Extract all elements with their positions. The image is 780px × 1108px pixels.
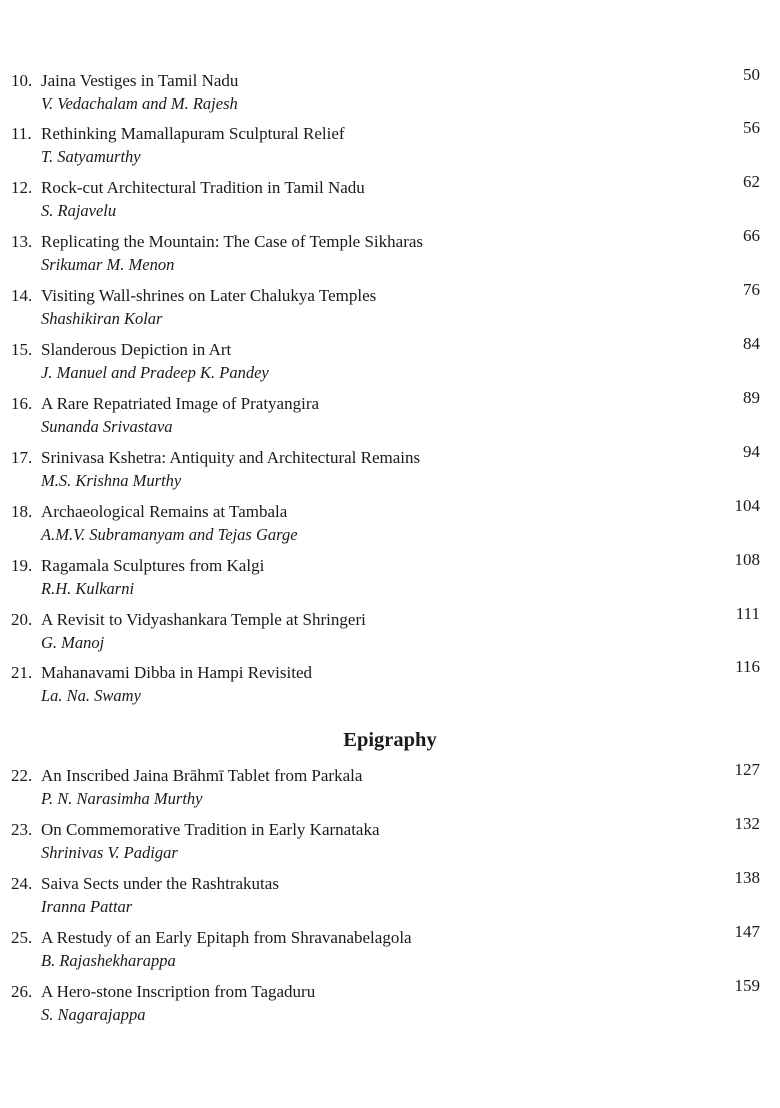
entry-title: A Rare Repatriated Image of Pratyangira [41, 394, 320, 413]
toc-entry[interactable] [0, 388, 780, 445]
entry-author: V. Vedachalam and M. Rajesh [41, 94, 238, 113]
entry-author: P. N. Narasimha Murthy [41, 789, 203, 808]
entry-page-number: 127 [734, 760, 760, 779]
entry-title: Srinivasa Kshetra: Antiquity and Architectural Remains [41, 448, 421, 467]
toc-entry[interactable] [0, 226, 780, 283]
entry-page-number: 116 [735, 657, 760, 676]
entry-title: Rethinking Mamallapuram Sculptural Relief [41, 124, 345, 143]
entry-page-number: 111 [735, 604, 760, 623]
toc-entry[interactable] [0, 760, 780, 817]
entry-author: A.M.V. Subramanyam and Tejas Garge [41, 525, 298, 544]
entry-page-number: 56 [743, 118, 760, 137]
entry-title: Archaeological Remains at Tambala [41, 502, 288, 521]
entry-author: G. Manoj [41, 633, 105, 652]
section-heading-epigraphy [0, 727, 780, 753]
entry-author: La. Na. Swamy [41, 686, 141, 705]
entry-number: 17. [11, 448, 33, 467]
entry-title: On Commemorative Tradition in Early Karnataka [41, 820, 380, 839]
toc-entry[interactable] [0, 550, 780, 607]
toc-entry[interactable] [0, 922, 780, 979]
entry-page-number: 108 [734, 550, 760, 569]
entry-page-number: 89 [743, 388, 760, 407]
toc-entry[interactable] [0, 657, 780, 714]
entry-author: B. Rajashekharappa [41, 951, 176, 970]
toc-entry[interactable] [0, 814, 780, 871]
entry-number: 21. [11, 663, 33, 682]
entry-title: A Restudy of an Early Epitaph from Shravanabelagola [41, 928, 412, 947]
entry-number: 11. [11, 124, 32, 143]
entry-page-number: 94 [743, 442, 760, 461]
entry-number: 15. [11, 340, 33, 359]
entry-number: 20. [11, 610, 33, 629]
entry-author: Iranna Pattar [41, 897, 133, 916]
entry-number: 24. [11, 874, 33, 893]
entry-number: 13. [11, 232, 33, 251]
toc-entry[interactable] [0, 172, 780, 229]
toc-entry[interactable] [0, 496, 780, 553]
entry-page-number: 132 [734, 814, 760, 833]
entry-title: An Inscribed Jaina Brāhmī Tablet from Parkala [41, 766, 363, 785]
entry-author: Shrinivas V. Padigar [41, 843, 178, 862]
entry-title: Replicating the Mountain: The Case of Temple Sikharas [41, 232, 424, 251]
entry-title: Slanderous Depiction in Art [41, 340, 232, 359]
entry-page-number: 159 [734, 976, 760, 995]
entry-number: 18. [11, 502, 33, 521]
entry-title: Rock-cut Architectural Tradition in Tamil Nadu [41, 178, 365, 197]
entry-page-number: 147 [734, 922, 760, 941]
entry-number: 14. [11, 286, 33, 305]
entry-number: 26. [11, 982, 33, 1001]
entry-number: 22. [11, 766, 33, 785]
toc-entry[interactable] [0, 868, 780, 925]
entry-page-number: 62 [743, 172, 760, 191]
entry-author: J. Manuel and Pradeep K. Pandey [41, 363, 269, 382]
entry-number: 16. [11, 394, 33, 413]
toc-entry[interactable] [0, 334, 780, 391]
entry-page-number: 66 [743, 226, 760, 245]
entry-title: Mahanavami Dibba in Hampi Revisited [41, 663, 312, 682]
toc-entry[interactable] [0, 118, 780, 175]
entry-number: 10. [11, 71, 33, 90]
toc-entry[interactable] [0, 442, 780, 499]
entry-number: 19. [11, 556, 33, 575]
entry-author: S. Nagarajappa [41, 1005, 146, 1024]
entry-page-number: 104 [734, 496, 760, 515]
entry-title: Ragamala Sculptures from Kalgi [41, 556, 265, 575]
section-heading-label: Epigraphy [343, 729, 437, 751]
entry-page-number: 138 [734, 868, 760, 887]
entry-number: 12. [11, 178, 33, 197]
toc-entry[interactable] [0, 604, 780, 661]
entry-title: Jaina Vestiges in Tamil Nadu [41, 71, 239, 90]
entry-page-number: 76 [743, 280, 760, 299]
entry-number: 23. [11, 820, 33, 839]
entry-author: S. Rajavelu [41, 201, 117, 220]
entry-page-number: 84 [743, 334, 760, 353]
entry-author: T. Satyamurthy [41, 147, 141, 166]
toc-entry[interactable] [0, 280, 780, 337]
entry-author: Srikumar M. Menon [41, 255, 175, 274]
entry-number: 25. [11, 928, 33, 947]
entry-page-number: 50 [743, 65, 760, 84]
entry-author: Shashikiran Kolar [41, 309, 163, 328]
entry-author: R.H. Kulkarni [41, 579, 135, 598]
entry-title: Visiting Wall-shrines on Later Chalukya Temples [41, 286, 377, 305]
entry-title: Saiva Sects under the Rashtrakutas [41, 874, 279, 893]
entry-title: A Revisit to Vidyashankara Temple at Shringeri [41, 610, 366, 629]
entry-author: Sunanda Srivastava [41, 417, 173, 436]
entry-title: A Hero-stone Inscription from Tagaduru [41, 982, 316, 1001]
entry-author: M.S. Krishna Murthy [41, 471, 182, 490]
toc-entry[interactable] [0, 65, 780, 122]
toc-entry[interactable] [0, 976, 780, 1033]
